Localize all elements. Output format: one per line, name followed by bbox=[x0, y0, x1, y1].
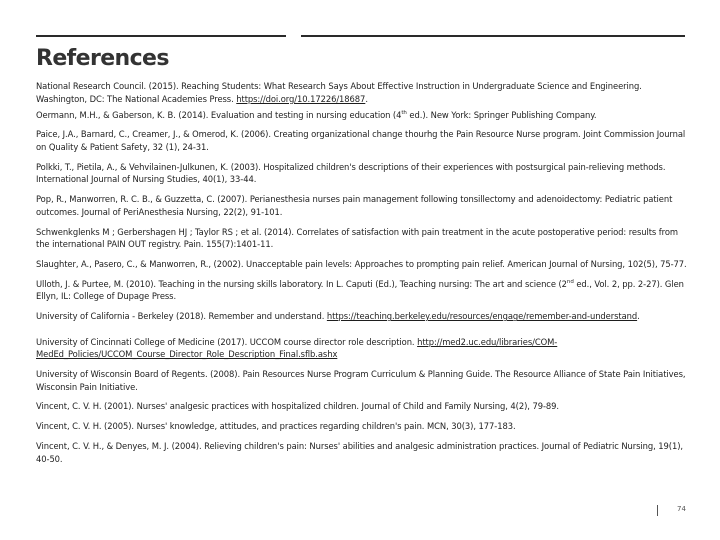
header-rule-right bbox=[301, 35, 685, 37]
page-number: 74 bbox=[677, 505, 686, 513]
reference-item: Vincent, C. V. H. (2001). Nurses' analgesic practices with hospitalized children. Journal of Child and Family Nursing, 4(2), 79-89. bbox=[36, 401, 559, 412]
reference-item: Vincent, C. V. H., & Denyes, M. J. (2004). Relieving children's pain: Nurses' abilities and analgesic administration practices. Journal of Pediatric Nursing, 19(1), 40-50. bbox=[36, 441, 683, 464]
reference-item: Slaughter, A., Pasero, C., & Manworren, R., (2002). Unacceptable pain levels: Approaches to prompting pain relief. American Journal of Nursing, 102(5), 75-77. bbox=[36, 258, 687, 269]
reference-item: University of Cincinnati College of Medicine (2017). UCCOM course director role description. http://med2.uc.edu/libraries/COM-MedEd_Policies/UCCOM_Course_Director_Role_Description_Final.sflb.ashx bbox=[36, 336, 558, 360]
reference-item: National Research Council. (2015). Reaching Students: What Research Says About Effective Instruction in Undergraduate Science and Engineering. Washington, DC: The National Academies Press. https://doi.org/10.17226/18687. bbox=[36, 81, 642, 104]
page-title: References bbox=[36, 46, 169, 71]
header-rule-left bbox=[36, 35, 286, 37]
footer-divider bbox=[657, 505, 658, 516]
reference-item: Oermann, M.H., & Gaberson, K. B. (2014). Evaluation and testing in nursing education (4th ed.). New York: Springer Publishing Company. bbox=[36, 109, 597, 120]
reference-item: Ulloth, J. & Purtee, M. (2010). Teaching in the nursing skills laboratory. In L. Caputi (Ed.), Teaching nursing: The art and science (2nd ed., Vol. 2, pp. 2-27). Glen Ellyn, IL: College of Dupage Press. bbox=[36, 278, 684, 302]
reference-list bbox=[36, 80, 691, 472]
reference-item: University of California - Berkeley (2018). Remember and understand. https://teaching.berkeley.edu/resources/engage/remember-and-understand. bbox=[36, 311, 640, 322]
reference-item: Pop, R., Manworren, R. C. B., & Guzzetta, C. (2007). Perianesthesia nurses pain management following tonsillectomy and adenoidectomy: Pediatric patient outcomes. Journal of PeriAnesthesia Nursing, 22(2), 91-101. bbox=[36, 194, 673, 217]
reference-link[interactable]: http://med2.uc.edu/libraries/COM-MedEd_Policies/UCCOM_Course_Director_Role_Description_Final.sflb.ashx bbox=[36, 336, 558, 360]
reference-item: Vincent, C. V. H. (2005). Nurses' knowledge, attitudes, and practices regarding children's pain. MCN, 30(3), 177-183. bbox=[36, 421, 516, 432]
reference-link[interactable]: https://teaching.berkeley.edu/resources/engage/remember-and-understand bbox=[326, 311, 638, 322]
reference-item: University of Wisconsin Board of Regents. (2008). Pain Resources Nurse Program Curriculum & Planning Guide. The Resource Alliance of State Pain Initiatives, Wisconsin Pain Initiative. bbox=[36, 369, 686, 392]
reference-item: Paice, J.A., Barnard, C., Creamer, J., & Omerod, K. (2006). Creating organizational change thourhg the Pain Resource Nurse program. Joint Commission Journal on Quality & Patient Safety, 32 (1), 24-31. bbox=[36, 129, 686, 153]
reference-link[interactable]: https://doi.org/10.17226/18687 bbox=[236, 93, 366, 104]
reference-item: Polkki, T., Pietila, A., & Vehvilainen-Julkunen, K. (2003). Hospitalized children's descriptions of their experiences with postsurgical pain-relieving methods. International Journal of Nursing Studies, 40(1), 33-44. bbox=[36, 161, 666, 185]
reference-item: Schwenkglenks M ; Gerbershagen HJ ; Taylor RS ; et al. (2014). Correlates of satisfaction with pain treatment in the acute postoperative period: results from the international PAIN OUT registry. Pain. 155(7):1401-11. bbox=[36, 226, 678, 250]
